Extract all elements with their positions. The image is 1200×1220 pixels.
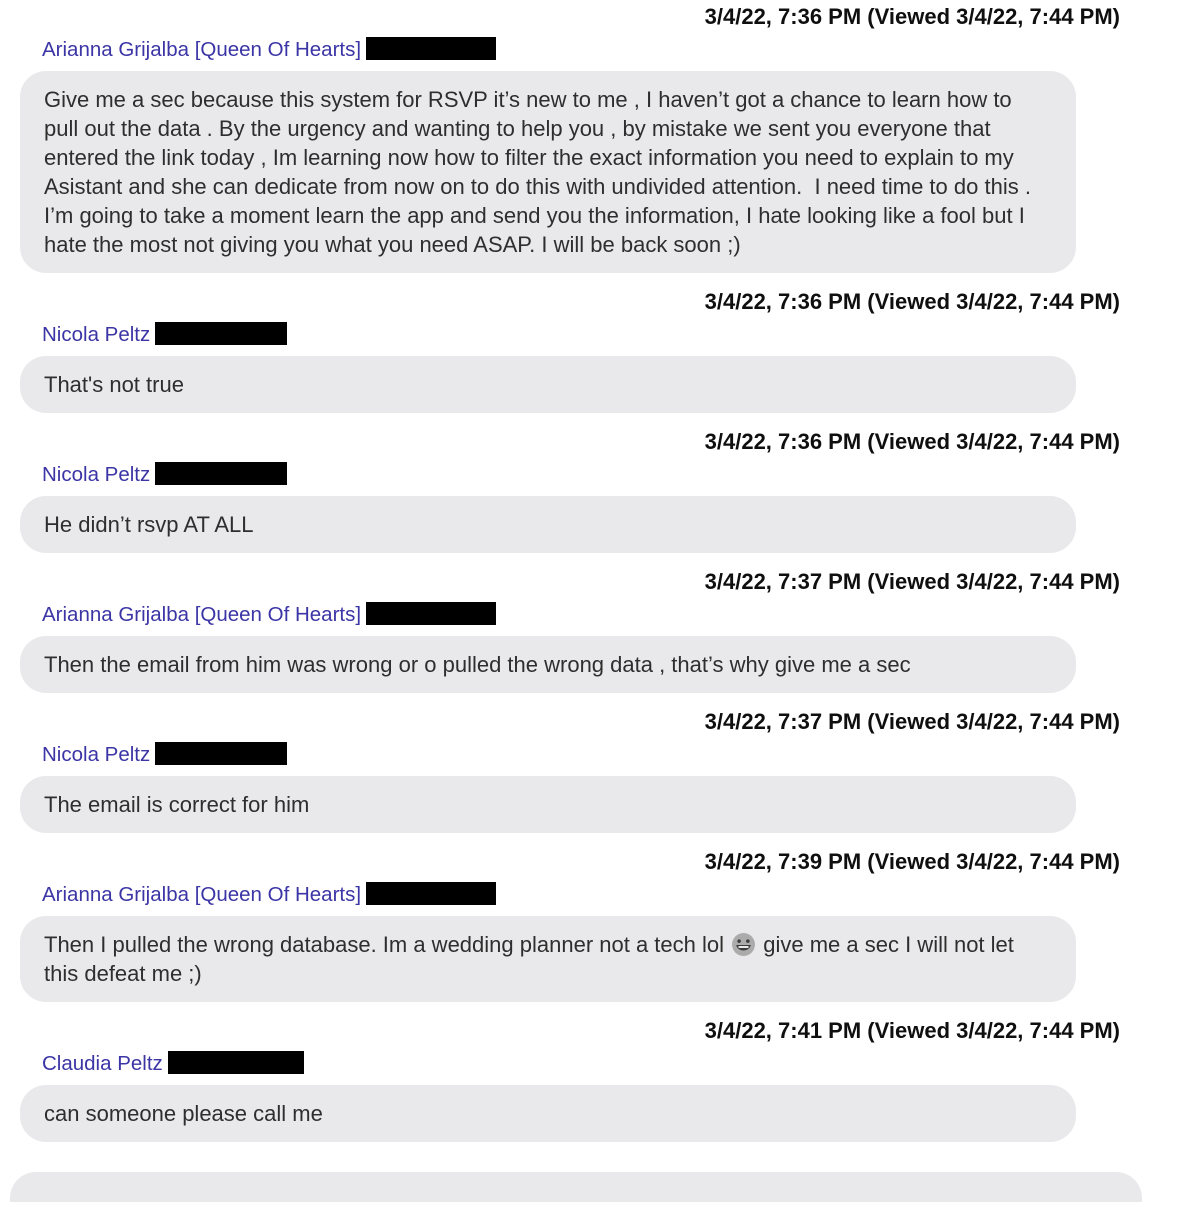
message-timestamp: 3/4/22, 7:39 PM (Viewed 3/4/22, 7:44 PM) (704, 849, 1120, 874)
message-bubble (20, 356, 1076, 413)
message-bubble (20, 916, 1076, 1002)
message-text: Then I pulled the wrong database. Im a wedding planner not a tech lol (44, 932, 731, 957)
message-group (0, 4, 1200, 273)
message-text: Then the email from him was wrong or o pulled the wrong data , that’s why give me a sec (44, 652, 911, 677)
message-text: That's not true (44, 372, 184, 397)
sender-row (42, 741, 1200, 768)
sender-name: Nicola Peltz (42, 463, 151, 486)
message-timestamp: 3/4/22, 7:37 PM (Viewed 3/4/22, 7:44 PM) (704, 709, 1120, 734)
sender-row (42, 601, 1200, 628)
sender-row (42, 36, 1200, 63)
message-bubble (20, 1085, 1076, 1142)
redacted-contact-bar (155, 322, 287, 345)
redacted-contact-bar (366, 602, 496, 625)
message-group (0, 429, 1200, 553)
sender-row (42, 461, 1200, 488)
sender-name: Nicola Peltz (42, 323, 151, 346)
message-bubble (20, 776, 1076, 833)
message-timestamp: 3/4/22, 7:41 PM (Viewed 3/4/22, 7:44 PM) (704, 1018, 1120, 1043)
message-bubble (20, 636, 1076, 693)
message-thread (0, 4, 1200, 1220)
message-text: give me a sec I will not let this defeat me ;) (44, 932, 1021, 986)
message-group (0, 1018, 1200, 1142)
message-text: The email is correct for him (44, 792, 310, 817)
message-bubble (20, 71, 1076, 273)
sender-row (42, 881, 1200, 908)
sender-name: Claudia Peltz (42, 1052, 163, 1075)
redacted-contact-bar (366, 882, 496, 905)
redacted-contact-bar (168, 1051, 304, 1074)
sender-name: Arianna Grijalba [Queen Of Hearts] (42, 603, 362, 626)
message-group (0, 569, 1200, 693)
message-group (0, 289, 1200, 413)
sender-name: Nicola Peltz (42, 743, 151, 766)
message-bubble (20, 496, 1076, 553)
partial-next-message-bubble (10, 1172, 1142, 1202)
message-timestamp: 3/4/22, 7:37 PM (Viewed 3/4/22, 7:44 PM) (704, 569, 1120, 594)
redacted-contact-bar (155, 462, 287, 485)
message-group (0, 849, 1200, 1002)
message-text: He didn’t rsvp AT ALL (44, 512, 254, 537)
sender-name: Arianna Grijalba [Queen Of Hearts] (42, 38, 362, 61)
message-timestamp: 3/4/22, 7:36 PM (Viewed 3/4/22, 7:44 PM) (704, 4, 1120, 29)
sender-row (42, 321, 1200, 348)
message-text: Give me a sec because this system for RSVP it’s new to me , I haven’t got a chance to learn how to pull out the data . By the urgency and wanting to help you , by mistake we sent you everyone that entered the link today , Im learning now how to filter the exact information you need to explain to my Asistant and she can dedicate from now on to do this with undivided attention. I need time to do this . I’m going to take a moment learn the app and send you the information, I hate looking like a fool but I hate the most not giving you what you need ASAP. I will be back soon ;) (44, 87, 1044, 257)
message-group (0, 709, 1200, 833)
redacted-contact-bar (366, 37, 496, 60)
sender-name: Arianna Grijalba [Queen Of Hearts] (42, 883, 362, 906)
sender-row (42, 1050, 1200, 1077)
laughing-face-emoji-icon (731, 932, 756, 957)
redacted-contact-bar (155, 742, 287, 765)
message-timestamp: 3/4/22, 7:36 PM (Viewed 3/4/22, 7:44 PM) (704, 429, 1120, 454)
message-timestamp: 3/4/22, 7:36 PM (Viewed 3/4/22, 7:44 PM) (704, 289, 1120, 314)
message-text: can someone please call me (44, 1101, 323, 1126)
